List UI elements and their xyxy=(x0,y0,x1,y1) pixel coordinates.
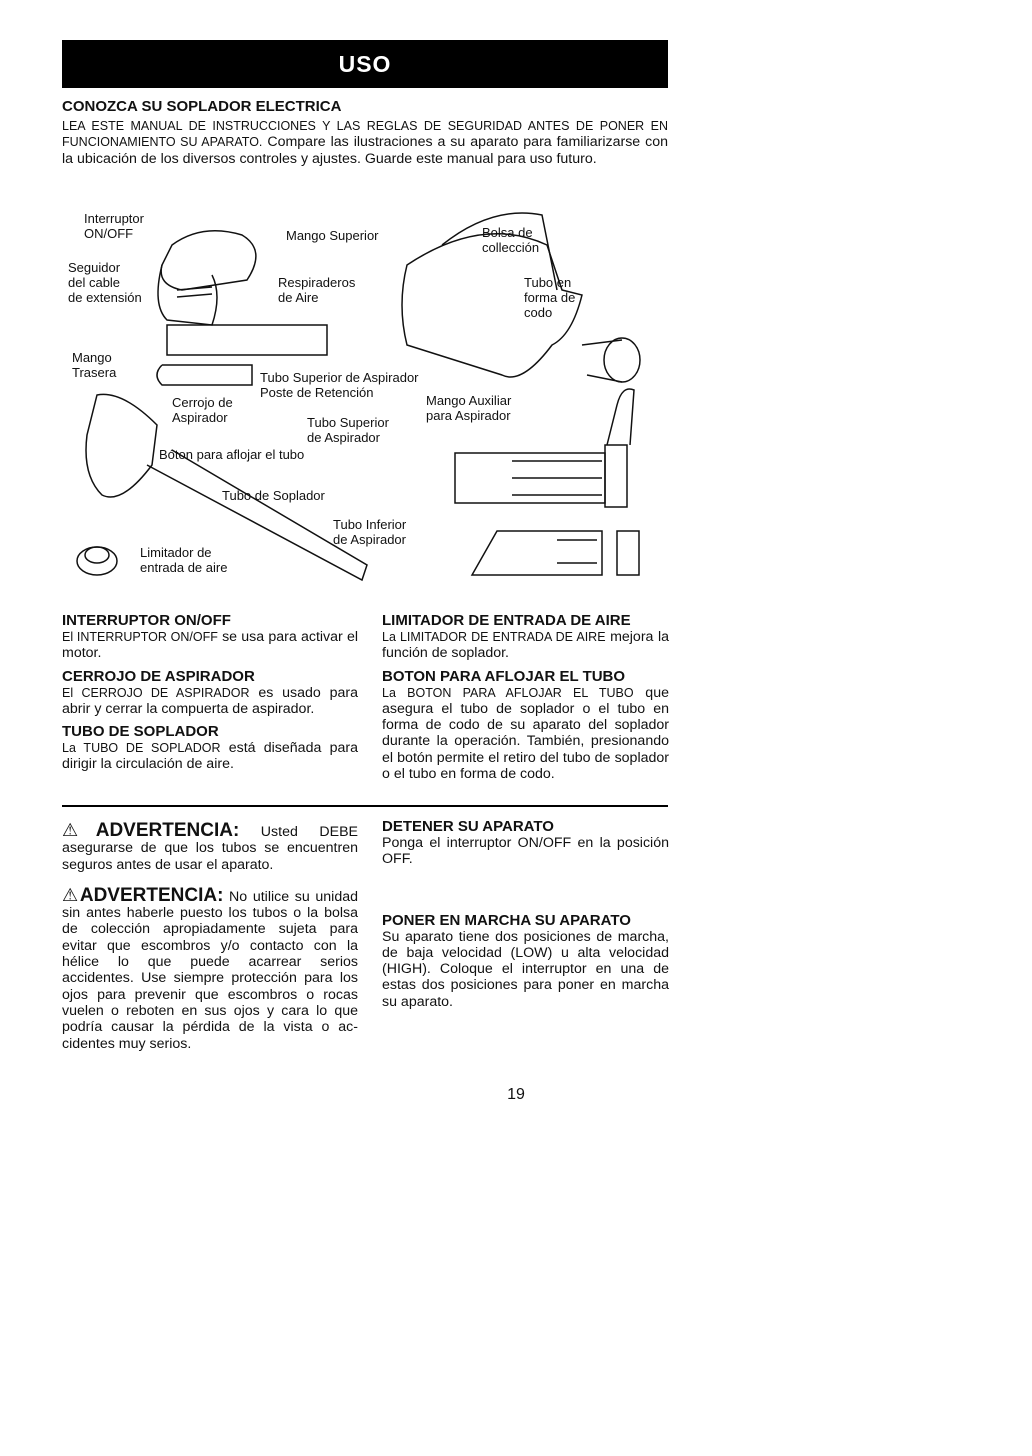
left-column xyxy=(62,606,358,773)
warning-text: No utilice su unidad sin antes haberle puesto los tubos o la bolsa de colección apropiadamente sujeta para evitar que escombros y/o contacto con la hélice lo que puede acarrear serios accidentes. Use siempre protección para los ojos para prevenir que escombros o rocas vuelen o reboten en sus ojos y cara lo que podría causar la pérdida de la vista o accidentes muy serios. xyxy=(62,888,358,1052)
lead: La LIMITADOR DE ENTRADA DE AIRE xyxy=(382,630,606,644)
label-seguidor xyxy=(68,260,142,305)
label-bolsa xyxy=(482,225,539,255)
label-mango-auxiliar xyxy=(426,393,511,423)
section-text xyxy=(62,629,358,662)
label-line: Mango xyxy=(72,350,112,365)
text: que asegura el tubo de soplador o el tubo en forma de codo de su aparato del soplador durante la operación. También, presionando el botón permite el retiro del tubo de soplador o el tubo en forma de codo. xyxy=(382,684,669,783)
warning-label: ADVERTENCIA: xyxy=(79,884,224,906)
intro-caps: LEA ESTE MANUAL DE INSTRUCCIONES Y LAS REGLAS DE SEGURIDAD ANTES DE PONER EN FUNCIONAMIENTO SU APARATO. xyxy=(62,119,668,150)
lead: El INTERRUPTOR ON/OFF xyxy=(62,630,218,644)
label-boton xyxy=(159,447,304,462)
label-tubo-superior xyxy=(307,415,389,445)
label-line: collección xyxy=(482,240,540,255)
text: está diseñada para dirigir la circulación de aire. xyxy=(62,740,358,773)
section-title: USO xyxy=(338,50,392,77)
label-line: Tubo Superior de Aspirador xyxy=(260,370,419,385)
label-line: Cerrojo de xyxy=(172,395,233,410)
label-line: Mango Auxiliar xyxy=(426,393,512,408)
warning-triangle-icon: ⚠ xyxy=(62,884,80,905)
label-line: de Aspirador xyxy=(307,430,380,445)
label-cerrojo xyxy=(172,395,233,425)
label-line: Tubo de Soplador xyxy=(222,488,325,503)
section-title-bar xyxy=(62,40,668,88)
label-respiraderos xyxy=(278,275,355,305)
label-line: Bolsa de xyxy=(482,225,533,240)
intro-rest: Compare las ilustraciones a su aparato para familiarizarse con la ubicación de los diversos controles y ajustes. Guarde este manual para uso futuro. xyxy=(62,134,668,167)
warning-label: ADVERTENCIA: xyxy=(95,820,240,841)
label-line: de Aire xyxy=(278,290,319,305)
label-mango-superior xyxy=(286,228,379,243)
intro xyxy=(62,98,668,167)
label-tubo-codo xyxy=(524,275,575,320)
label-line: entrada de aire xyxy=(140,560,228,575)
intro-body xyxy=(62,118,668,167)
label-interruptor xyxy=(84,211,144,241)
label-line: Tubo en xyxy=(524,275,572,290)
label-tubo-inferior xyxy=(333,517,406,547)
label-tubo-soplador xyxy=(222,488,325,503)
section-heading: BOTON PARA AFLOJAR EL TUBO xyxy=(382,667,626,685)
section-heading: TUBO DE SOPLADOR xyxy=(62,723,219,741)
text: mejora la función de soplador. xyxy=(382,629,669,662)
label-line: codo xyxy=(524,305,553,320)
section-text: Ponga el interruptor ON/OFF en la posición OFF. xyxy=(382,835,669,868)
page-number: 19 xyxy=(507,1086,525,1103)
text: se usa para activar el motor. xyxy=(62,629,358,662)
warnings-column xyxy=(62,818,358,1052)
label-line: Interruptor xyxy=(84,211,144,226)
label-line: para Aspirador xyxy=(426,408,511,423)
section-heading: DETENER SU APARATO xyxy=(382,818,554,835)
label-line: Bóton para aflojar el tubo xyxy=(159,447,305,462)
label-limitador xyxy=(140,545,227,575)
section-text xyxy=(382,629,669,662)
label-line: ON/OFF xyxy=(84,226,134,241)
label-line: Trasera xyxy=(72,365,117,380)
section-heading: CERROJO DE ASPIRADOR xyxy=(62,667,255,685)
label-line: Seguidor xyxy=(68,260,121,275)
label-line: de extensión xyxy=(68,290,142,305)
label-mango-trasera xyxy=(72,350,116,380)
label-line: del cable xyxy=(68,275,121,290)
label-line: Respiraderos xyxy=(278,275,356,290)
label-line: Aspirador xyxy=(172,410,228,425)
section-text xyxy=(62,740,358,773)
lead: La BOTON PARA AFLOJAR EL TUBO xyxy=(382,685,634,700)
warning-1 xyxy=(62,822,358,873)
blower-parts-diagram xyxy=(62,195,668,595)
label-line: Limitador de xyxy=(140,545,212,560)
warning-triangle-icon: ⚠ xyxy=(62,820,96,840)
lead: El CERROJO DE ASPIRADOR xyxy=(62,685,250,700)
label-line: de Aspirador xyxy=(333,532,406,547)
label-line: Tubo Superior xyxy=(307,415,389,430)
section-heading: LIMITADOR DE ENTRADA DE AIRE xyxy=(382,612,631,629)
operation-column xyxy=(382,818,669,1010)
label-line: Mango Superior xyxy=(286,228,379,243)
section-text xyxy=(62,685,358,718)
intro-heading: CONOZCA SU SOPLADOR ELECTRICA xyxy=(62,98,342,115)
warning-text: Usted DEBE asegurarse de que los tubos se encuentren seguros antes de usar el aparato. xyxy=(62,824,358,873)
section-heading: PONER EN MARCHA SU APARATO xyxy=(382,911,631,929)
section-text: Su aparato tiene dos posiciones de marcha, de baja velocidad (LOW) u alta velocidad (HIGH). Coloque el interruptor en una de estas dos posiciones para poner en marcha su aparato. xyxy=(382,928,669,1010)
text: es usado para abrir y cerrar la compuerta de aspirador. xyxy=(62,684,358,717)
label-line: forma de xyxy=(524,290,576,305)
right-column xyxy=(382,606,669,782)
label-poste-retencion xyxy=(260,370,419,400)
lead: La TUBO DE SOPLADOR xyxy=(62,741,221,756)
label-line: Poste de Retención xyxy=(260,385,374,400)
warning-2 xyxy=(62,884,358,1052)
divider xyxy=(62,805,668,807)
label-line: Tubo Inferior xyxy=(333,517,407,532)
section-text xyxy=(382,685,669,783)
section-heading: INTERRUPTOR ON/OFF xyxy=(62,612,231,629)
